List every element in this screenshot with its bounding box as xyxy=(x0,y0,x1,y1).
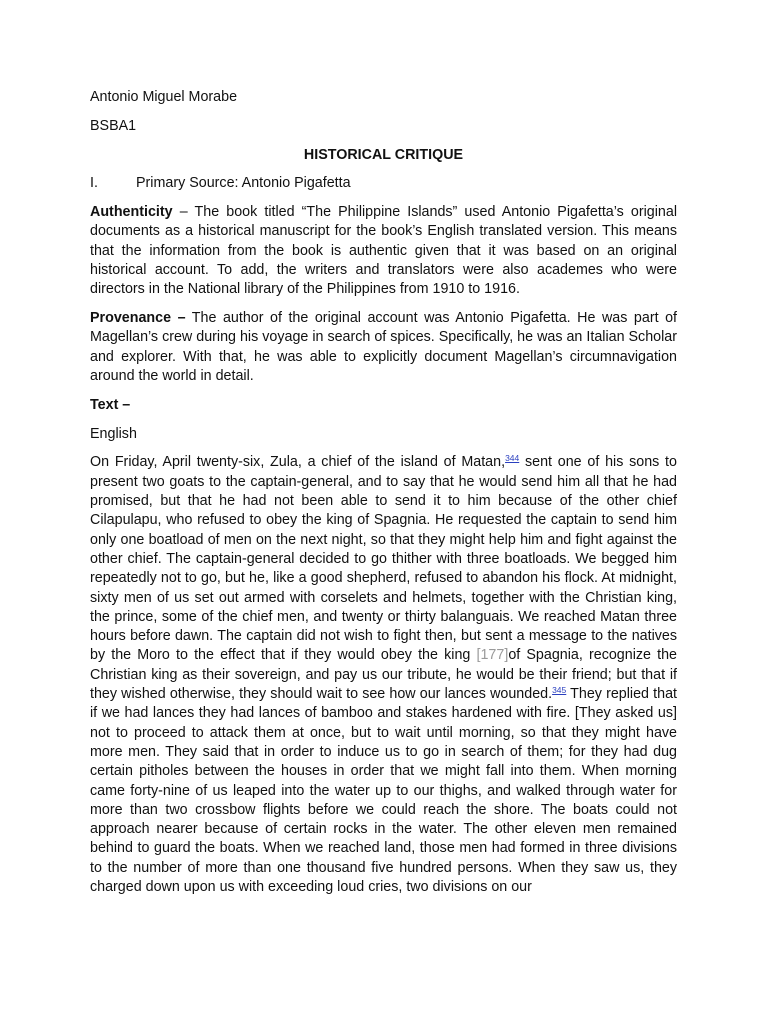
authenticity-separator: – xyxy=(172,204,195,221)
excerpt-paragraph xyxy=(90,453,677,897)
page-reference[interactable]: [177] xyxy=(476,647,509,664)
section-title: Primary Source: Antonio Pigafetta xyxy=(136,175,351,192)
excerpt-part-2: sent one of his sons to present two goats to the captain-general, and to say that he would send him all that he had promised, but that he had not been able to send it to him because of the other chief Cilapulapu, who refused to obey the king of Spagnia. He requested the captain to send him only one boatload of men on the next night, so that they might help him and fight against the other chief. The captain-general decided to go thither with three boatloads. We begged him repeatedly not to go, but he, like a good shepherd, refused to abandon his flock. At midnight, sixty men of us set out armed with corselets and helmets, together with the Christian king, the prince, some of the chief men, and twenty or thirty balanguais. We reached Matan three hours before dawn. The captain did not wish to fight then, but sent a message to the natives by the Moro to the effect that if they would obey the king xyxy=(90,454,677,664)
provenance-paragraph xyxy=(90,309,677,386)
section-heading xyxy=(90,174,677,193)
section-number: I. xyxy=(90,175,98,192)
footnote-link-344[interactable]: 344 xyxy=(505,453,520,464)
text-label: Text – xyxy=(90,396,131,413)
document-title: HISTORICAL CRITIQUE xyxy=(303,146,464,163)
language-label: English xyxy=(90,425,137,442)
authenticity-label: Authenticity xyxy=(90,204,173,221)
author-name: Antonio Miguel Morabe xyxy=(90,89,238,105)
authenticity-text: The book titled “The Philippine Islands” used Antonio Pigafetta’s original documents as a historical manuscript for the book’s English translated version. This means that the information from the book is authentic given that it was based on an original historical account. To add, the writers and translators were also academes who were directors in the National library of the Philippines from 1910 to 1916. xyxy=(90,204,678,298)
text-heading xyxy=(90,396,677,415)
excerpt-part-3: of Spagnia, recognize the Christian king as their sovereign, and pay us our tribute, he would be their friend; but that if they wished otherwise, they should wait to see how our lances wounded. xyxy=(90,647,677,703)
excerpt-part-4: They replied that if we had lances they had lances of bamboo and stakes hardened with fire. [They asked us] not to proceed to attack them at once, but to wait until morning, so that they might have more men. They said that in order to induce us to go in search of them; for they had dug certain pitholes between the houses in order that we might fall into them. When morning came forty-nine of us leaped into the water up to our thighs, and walked through water for more than two crossbow flights before we could reach the shore. The boats could not approach nearer because of certain rocks in the water. The other eleven men remained behind to guard the boats. When we reached land, those men had formed in three divisions to the number of more than one thousand five hundred persons. When they saw us, they charged down upon us with exceeding loud cries, two divisions on our xyxy=(90,686,677,895)
provenance-label: Provenance – xyxy=(90,310,186,327)
excerpt-part-1: On Friday, April twenty-six, Zula, a chief of the island of Matan, xyxy=(90,454,506,471)
document-page xyxy=(90,88,677,907)
footnote-link-345[interactable]: 345 xyxy=(552,685,567,696)
course-code: BSBA1 xyxy=(90,117,137,134)
authenticity-paragraph xyxy=(90,203,677,299)
provenance-text: The author of the original account was Antonio Pigafetta. He was part of Magellan’s crew during his voyage in search of spices. Specifically, he was an Italian Scholar and explorer. With that, he was able to explicitly document Magellan’s circumnavigation around the world in detail. xyxy=(90,310,677,385)
